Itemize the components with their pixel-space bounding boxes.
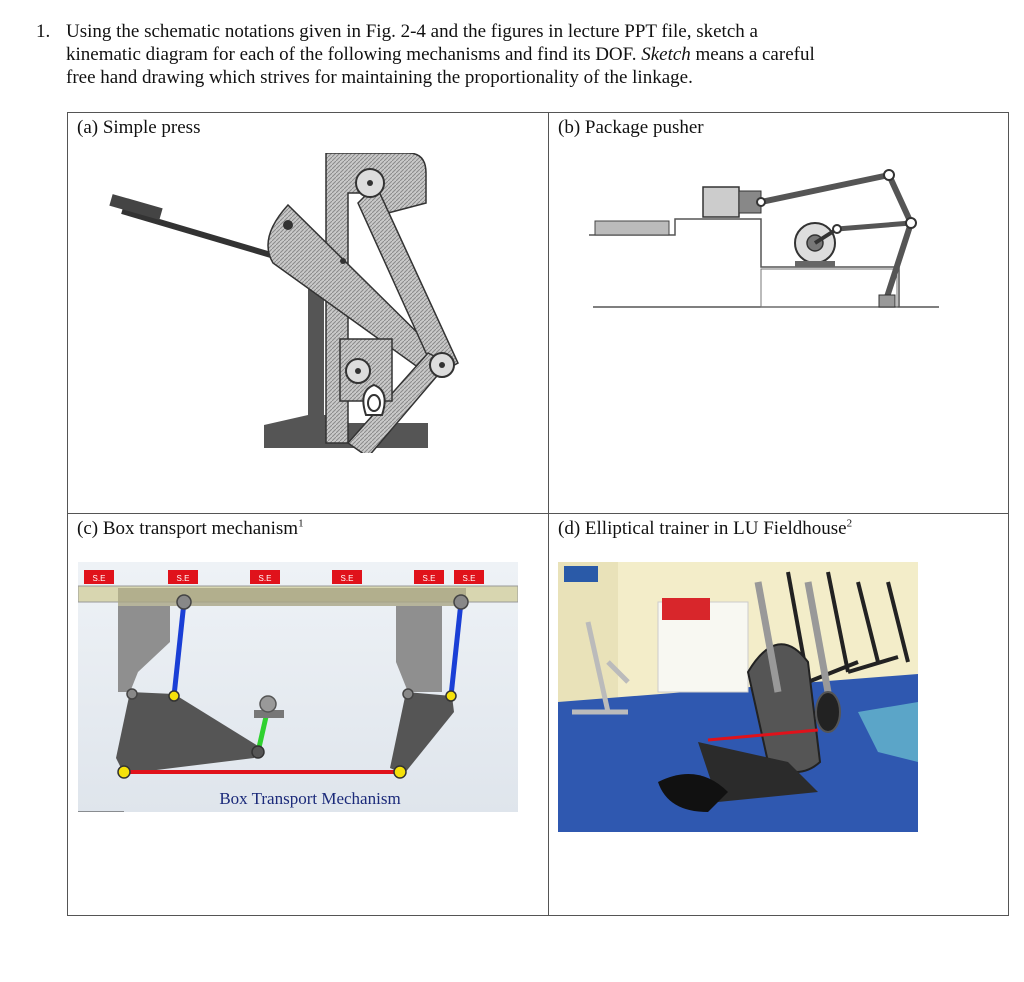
pusher-rocker-upper bbox=[889, 175, 911, 223]
question-line-2: kinematic diagram for each of the following mechanisms and find its DOF. bbox=[66, 44, 637, 65]
pusher-crank-link bbox=[837, 223, 911, 229]
cell-package-pusher bbox=[549, 113, 1009, 514]
cell-elliptical-trainer bbox=[549, 514, 1009, 916]
joint-yellow-1 bbox=[169, 691, 179, 701]
joint-yellow-4 bbox=[394, 766, 406, 778]
box-transport-title: Box Transport Mechanism bbox=[219, 789, 401, 808]
package-pusher-figure bbox=[589, 157, 949, 327]
cell-simple-press bbox=[68, 113, 549, 514]
question-line-3: free hand drawing which strives for maintaining the proportionality of the linkage. bbox=[66, 67, 693, 88]
box-transport-figure bbox=[78, 562, 518, 812]
pusher-ram bbox=[703, 187, 739, 217]
sketch-emphasis: Sketch bbox=[641, 44, 691, 65]
svg-text:S.E: S.E bbox=[422, 574, 436, 583]
elliptical-trainer-photo bbox=[558, 562, 918, 832]
question-line-2-end: means a careful bbox=[695, 44, 815, 65]
svg-text:S.E: S.E bbox=[92, 574, 106, 583]
joint-yellow-3 bbox=[118, 766, 130, 778]
svg-text:S.E: S.E bbox=[340, 574, 354, 583]
right-frame bbox=[396, 606, 442, 692]
svg-text:S.E: S.E bbox=[462, 574, 476, 583]
footnote-2: 2 bbox=[846, 517, 853, 530]
question-number: 1. bbox=[36, 21, 51, 42]
cell-box-transport bbox=[68, 514, 549, 916]
simple-press-figure bbox=[108, 153, 508, 453]
svg-text:S.E: S.E bbox=[176, 574, 190, 583]
pusher-packages bbox=[595, 221, 669, 235]
joint-yellow-2 bbox=[446, 691, 456, 701]
caption-elliptical-trainer: (d) Elliptical trainer in LU Fieldhouse$^2$ bbox=[558, 517, 853, 539]
svg-text:S.E: S.E bbox=[258, 574, 272, 583]
joint-lever-pivot bbox=[283, 220, 293, 230]
mechanism-table bbox=[67, 112, 1009, 916]
question-line-1: Using the schematic notations given in Fig. 2-4 and the figures in lecture PPT file, sketch a bbox=[66, 21, 758, 42]
caption-simple-press: (a) Simple press bbox=[77, 117, 201, 138]
question-text bbox=[66, 20, 966, 89]
footnote-1: 1 bbox=[298, 517, 304, 530]
pusher-coupler bbox=[761, 175, 889, 202]
caption-package-pusher: (b) Package pusher bbox=[558, 117, 704, 138]
caption-box-transport: (c) Box transport mechanism$^1$ bbox=[77, 517, 304, 539]
transport-beam bbox=[118, 588, 466, 606]
